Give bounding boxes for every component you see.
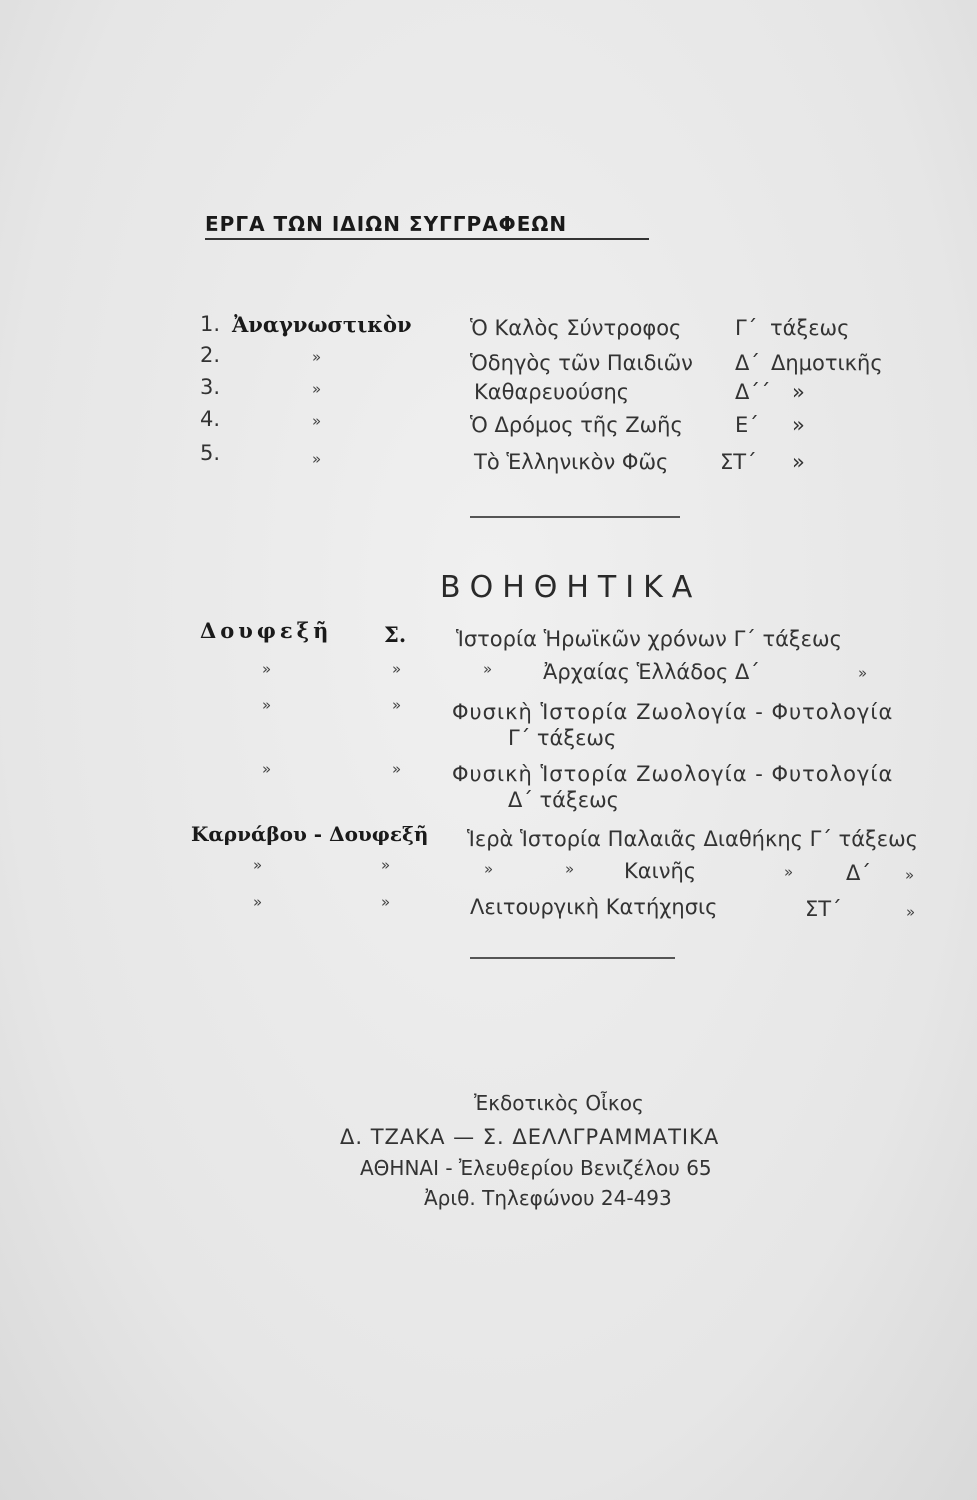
aid-title: Ἱστορία Ἡρωϊκῶν χρόνων Γ΄ τάξεως — [456, 627, 842, 651]
list-item-number: 1. — [200, 312, 221, 336]
list-item-title: Τὸ Ἑλληνικὸν Φῶς — [474, 450, 669, 474]
list-item-suffix: » — [792, 413, 805, 437]
list-item-grade: Γ΄ — [735, 316, 758, 340]
author-initial: Σ. — [384, 622, 407, 647]
ditto-mark: » — [262, 696, 272, 714]
aid-title: Φυσικὴ Ἱστορία Ζωολογία - Φυτολογία — [452, 762, 894, 786]
ditto-mark: » — [253, 856, 263, 874]
list-item-title: Ὁ Δρόμος τῆς Ζωῆς — [470, 413, 683, 437]
ditto-mark: » — [484, 860, 494, 878]
ditto-mark: » — [381, 856, 391, 874]
publisher-names: Δ. ΤΖΑΚΑ — Σ. ΔΕΛΛΓΡΑΜΜΑΤΙΚΑ — [340, 1125, 720, 1149]
divider — [470, 516, 680, 518]
author-name: Δουφεξῆ — [200, 618, 333, 643]
publisher-label: Ἐκδοτικὸς Οἶκος — [474, 1091, 644, 1115]
list-item-title: Ὁ Καλὸς Σύντροφος — [470, 316, 682, 340]
aid-grade: Δ΄ — [846, 861, 871, 885]
ditto-mark: » — [905, 866, 915, 884]
ditto-mark: » — [392, 760, 402, 778]
list-item-grade: Ε΄ — [735, 413, 759, 437]
list-item-title: Καθαρευούσης — [474, 380, 630, 404]
list-item-number: 3. — [200, 375, 221, 399]
ditto-mark: » — [262, 660, 272, 678]
divider — [470, 957, 675, 959]
aid-title: Λειτουργικὴ Κατήχησις — [470, 895, 718, 919]
aid-grade: ΣΤ΄ — [805, 897, 842, 921]
author-name: Καρνάβου - Δουφεξῆ — [191, 822, 429, 846]
list-item-number: 4. — [200, 407, 221, 431]
aid-title: Ἀρχαίας Ἑλλάδος Δ΄ — [543, 660, 760, 684]
ditto-mark: » — [565, 860, 575, 878]
list-item-number: 2. — [200, 343, 221, 367]
ditto-mark: » — [392, 696, 402, 714]
aid-title-continued: Γ΄ τάξεως — [508, 726, 617, 750]
list-item-grade: Δ΄΄ — [735, 380, 771, 404]
ditto-mark: » — [253, 893, 263, 911]
list-item-label: Ἀναγνωστικὸν — [232, 312, 412, 337]
ditto-mark: » — [392, 660, 402, 678]
ditto-mark: » — [784, 863, 794, 881]
list-item-label: » — [312, 380, 322, 398]
publisher-address: ΑΘΗΝΑΙ - Ἐλευθερίου Βενιζέλου 65 — [360, 1156, 712, 1180]
ditto-mark: » — [858, 664, 868, 682]
page-heading: ΕΡΓΑ ΤΩΝ ΙΔΙΩΝ ΣΥΓΓΡΑΦΕΩΝ — [205, 212, 568, 236]
list-item-suffix: τάξεως — [770, 316, 850, 340]
section-title: ΒΟΗΘΗΤΙΚΑ — [440, 570, 702, 605]
list-item-suffix: » — [792, 450, 805, 474]
list-item-suffix: » — [792, 380, 805, 404]
publisher-phone: Ἀριθ. Τηλεφώνου 24-493 — [424, 1186, 672, 1210]
ditto-mark: » — [262, 760, 272, 778]
list-item-label: » — [312, 348, 322, 366]
aid-title: Ἱερὰ Ἱστορία Παλαιᾶς Διαθήκης Γ΄ τάξεως — [467, 827, 919, 851]
list-item-number: 5. — [200, 441, 221, 465]
aid-title-continued: Δ΄ τάξεως — [508, 788, 619, 812]
list-item-label: » — [312, 412, 322, 430]
ditto-mark: » — [483, 660, 493, 678]
list-item-suffix: Δημοτικῆς — [771, 351, 883, 375]
list-item-label: » — [312, 450, 322, 468]
heading-underline — [205, 238, 649, 240]
list-item-grade: Δ΄ — [735, 351, 760, 375]
list-item-grade: ΣΤ΄ — [720, 450, 757, 474]
ditto-mark: » — [381, 893, 391, 911]
ditto-mark: » — [906, 903, 916, 921]
list-item-title: Ὁδηγὸς τῶν Παιδιῶν — [470, 351, 693, 375]
aid-title: Καινῆς — [624, 859, 697, 883]
aid-title: Φυσικὴ Ἱστορία Ζωολογία - Φυτολογία — [452, 700, 894, 724]
